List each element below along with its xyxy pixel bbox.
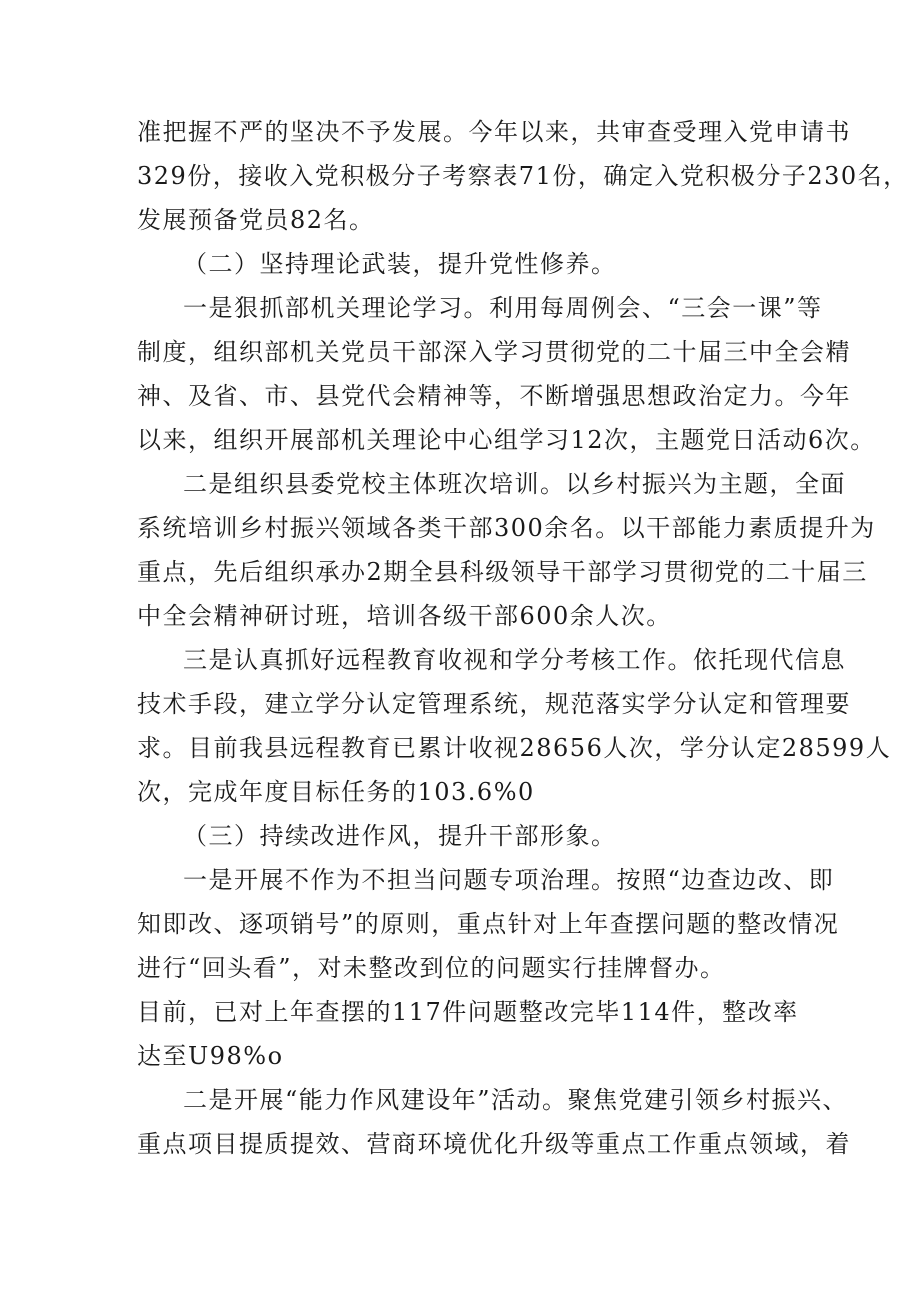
text-line: 达至U98%o [137,1042,284,1070]
text-line: 二是组织县委党校主体班次培训。以乡村振兴为主题，全面 [183,470,846,498]
text-line: 系统培训乡村振兴领域各类干部300余名。以干部能力素质提升为 [137,514,876,542]
text-line: 制度，组织部机关党员干部深入学习贯彻党的二十届三中全会精 [137,338,851,366]
text-line: 目前，已对上年查摆的117件问题整改完毕114件，整改率 [137,998,799,1026]
text-line: 重点项目提质提效、营商环境优化升级等重点工作重点领域，着 [137,1130,851,1158]
text-line: 求。目前我县远程教育已累计收视28656人次，学分认定28599人 [137,734,892,762]
text-line: 329份，接收入党积极分子考察表71份，确定入党积极分子230名， [137,162,909,190]
text-line: 三是认真抓好远程教育收视和学分考核工作。依托现代信息 [183,646,846,674]
text-line: 中全会精神研讨班，培训各级干部600余人次。 [137,602,672,630]
text-line: 技术手段，建立学分认定管理系统，规范落实学分认定和管理要 [137,690,851,718]
text-line: 一是狠抓部机关理论学习。利用每周例会、“三会一课”等 [183,294,823,322]
text-line: 发展预备党员82名。 [137,206,375,234]
section-heading: （三）持续改进作风，提升干部形象。 [183,822,617,850]
text-line: 重点，先后组织承办2期全县科级领导干部学习贯彻党的二十届三 [137,558,868,586]
section-heading: （二）坚持理论武装，提升党性修养。 [183,250,617,278]
text-line: 准把握不严的坚决不予发展。今年以来，共审查受理入党申请书 [137,118,851,146]
text-line: 神、及省、市、县党代会精神等，不断增强思想政治定力。今年 [137,382,851,410]
text-line: 次，完成年度目标任务的103.6%0 [137,778,535,806]
text-line: 知即改、逐项销号”的原则，重点针对上年查摆问题的整改情况 [137,910,840,938]
text-line: 进行“回头看”，对未整改到位的问题实行挂牌督办。 [137,954,726,982]
text-line: 一是开展不作为不担当问题专项治理。按照“边查边改、即 [183,866,835,894]
text-line: 二是开展“能力作风建设年”活动。聚焦党建引领乡村振兴、 [183,1086,849,1114]
text-line: 以来，组织开展部机关理论中心组学习12次，主题党日活动6次。 [137,426,876,454]
